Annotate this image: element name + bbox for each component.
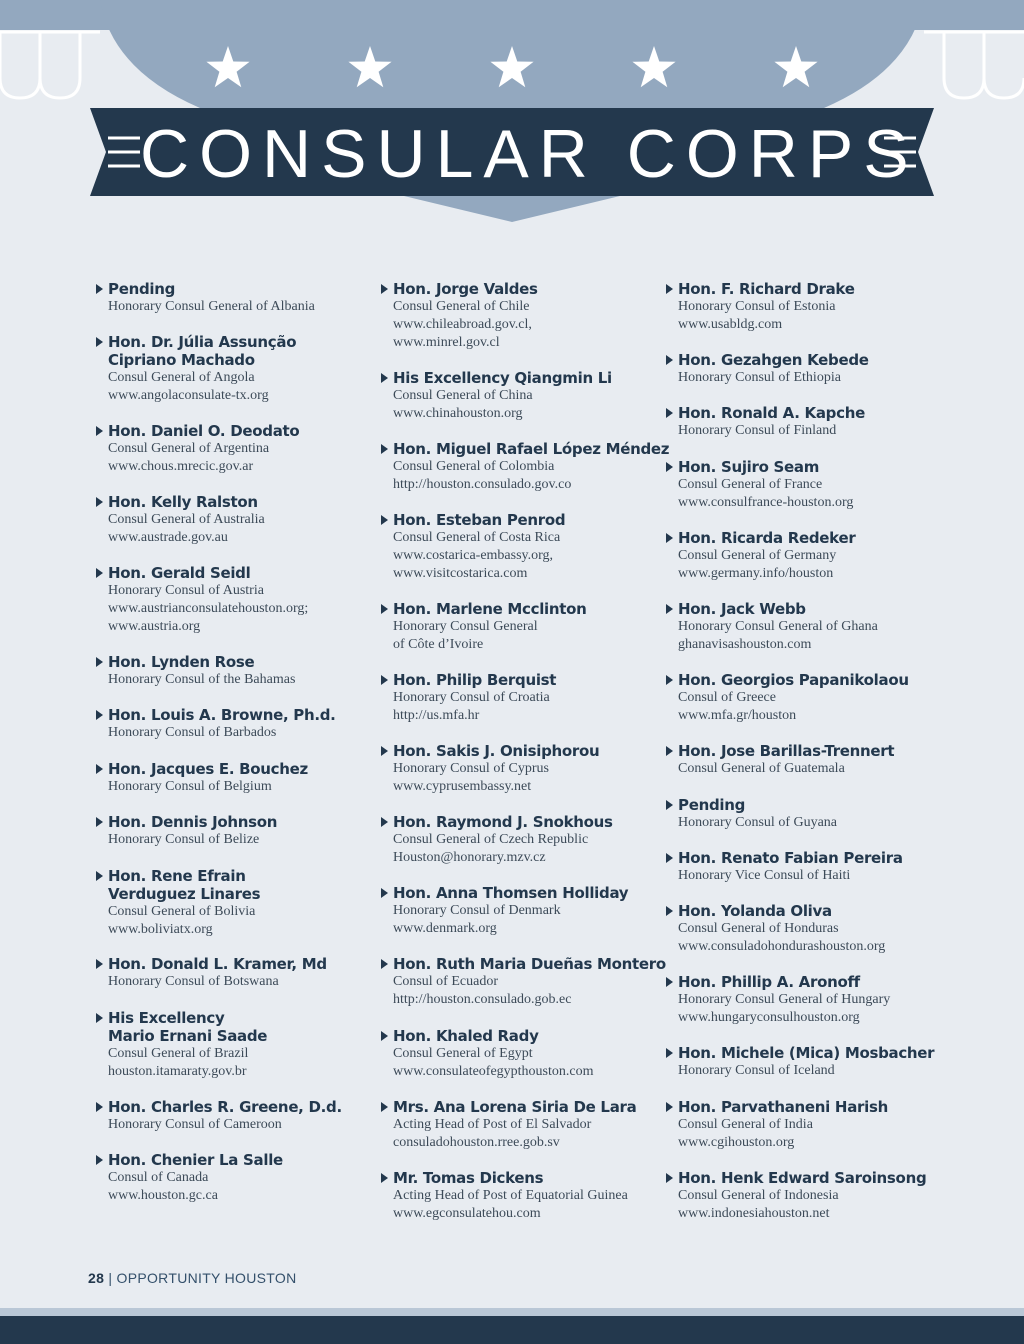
consul-name xyxy=(96,493,386,511)
directory-entry xyxy=(666,796,956,832)
directory-entry xyxy=(96,1098,386,1134)
dome-bottom xyxy=(404,196,620,222)
directory-entry xyxy=(666,902,956,956)
triangle-arrow-icon xyxy=(381,675,388,685)
consul-name-text: Hon. Marlene Mcclinton xyxy=(393,600,587,618)
consul-title: Honorary Consul of Finland xyxy=(678,423,837,438)
consul-title: Honorary Consul of Belize xyxy=(108,832,260,847)
triangle-arrow-icon xyxy=(96,871,103,881)
consul-name-text: His Excellency Qiangmin Li xyxy=(393,369,612,387)
consulate-website: www.chinahouston.org xyxy=(393,406,523,421)
consulate-website: www.consulfrance-houston.org xyxy=(678,495,854,510)
triangle-arrow-icon xyxy=(96,426,103,436)
directory-entry xyxy=(96,1151,386,1205)
consul-name xyxy=(96,333,386,369)
consul-name xyxy=(666,973,956,991)
consul-name xyxy=(381,600,671,618)
directory-entry xyxy=(381,813,671,867)
consul-name-text: Mrs. Ana Lorena Siria De Lara xyxy=(393,1098,637,1116)
directory-entry xyxy=(666,671,956,725)
consul-title: Honorary Consul of Guyana xyxy=(678,815,838,830)
consul-title: Consul General of France xyxy=(678,477,823,492)
consulate-website: www.indonesiahouston.net xyxy=(678,1206,830,1221)
triangle-arrow-icon xyxy=(96,284,103,294)
consul-name xyxy=(96,706,386,724)
directory-entry xyxy=(96,493,386,547)
consul-title: Honorary Consul of the Bahamas xyxy=(108,672,296,687)
consul-title: Consul of Canada xyxy=(108,1170,209,1185)
consulate-website: www.angolaconsulate-tx.org xyxy=(108,388,269,403)
consulate-website: www.hungaryconsulhouston.org xyxy=(678,1010,860,1025)
consul-title: Consul General of Costa Rica xyxy=(393,530,561,545)
consul-title: Consul General of Guatemala xyxy=(678,761,845,776)
consulate-website: www.egconsulatehou.com xyxy=(393,1206,541,1221)
consul-name-text: Hon. Khaled Rady xyxy=(393,1027,539,1045)
consul-name-text: Hon. Kelly Ralston xyxy=(108,493,258,511)
directory-entry xyxy=(381,440,671,494)
consul-title: Consul General of Australia xyxy=(108,512,265,527)
consul-name xyxy=(666,1098,956,1116)
directory-entry xyxy=(381,280,671,352)
consul-name xyxy=(381,280,671,298)
triangle-arrow-icon xyxy=(96,1155,103,1165)
consul-name-text: Hon. Chenier La Salle xyxy=(108,1151,283,1169)
consul-name xyxy=(381,369,671,387)
consul-name xyxy=(96,760,386,778)
consul-name-text: Hon. Ricarda Redeker xyxy=(678,529,856,547)
consul-name-text: Hon. Jorge Valdes xyxy=(393,280,538,298)
triangle-arrow-icon xyxy=(96,568,103,578)
consul-name-text: Pending xyxy=(108,280,176,298)
triangle-arrow-icon xyxy=(666,977,673,987)
directory-entry xyxy=(666,458,956,512)
directory-entry xyxy=(381,955,671,1009)
consul-name-text: Hon. Louis A. Browne, Ph.d. xyxy=(108,706,336,724)
consulate-website: www.boliviatx.org xyxy=(108,922,213,937)
consul-name xyxy=(381,440,671,458)
consul-name xyxy=(381,884,671,902)
consulate-website: consuladohouston.rree.gob.sv xyxy=(393,1135,560,1150)
consulate-website: http://houston.consulado.gob.ec xyxy=(393,992,572,1007)
directory-entry xyxy=(381,369,671,423)
page-footer xyxy=(88,1270,296,1286)
consulate-website: www.chous.mrecic.gov.ar xyxy=(108,459,254,474)
triangle-arrow-icon xyxy=(381,888,388,898)
consul-title: Consul General of Czech Republic xyxy=(393,832,589,847)
consul-title: Consul General of India xyxy=(678,1117,813,1132)
triangle-arrow-icon xyxy=(96,764,103,774)
consul-name xyxy=(96,422,386,440)
consul-name xyxy=(666,671,956,689)
consulate-website: www.mfa.gr/houston xyxy=(678,708,797,723)
consul-title: Consul General of Colombia xyxy=(393,459,555,474)
consul-name xyxy=(96,653,386,671)
directory-entry xyxy=(96,867,386,939)
consul-title: Honorary Consul of Estonia xyxy=(678,299,836,314)
consul-name xyxy=(666,351,956,369)
consul-name-text: Hon. Charles R. Greene, D.d. xyxy=(108,1098,342,1116)
triangle-arrow-icon xyxy=(381,817,388,827)
consul-name-text: Hon. Ronald A. Kapche xyxy=(678,404,865,422)
directory-entry xyxy=(666,849,956,885)
triangle-arrow-icon xyxy=(96,1102,103,1112)
consulate-website: ghanavisashouston.com xyxy=(678,637,812,652)
consul-name-text: Hon. F. Richard Drake xyxy=(678,280,855,298)
consul-name-text: Hon. Phillip A. Aronoff xyxy=(678,973,860,991)
triangle-arrow-icon xyxy=(666,800,673,810)
consulate-website: http://houston.consulado.gov.co xyxy=(393,477,572,492)
directory-entry xyxy=(96,955,386,991)
consul-title: Consul General of Argentina xyxy=(108,441,270,456)
consul-title: Acting Head of Post of El Salvador xyxy=(393,1117,592,1132)
consul-name xyxy=(381,742,671,760)
publication-name: OPPORTUNITY HOUSTON xyxy=(116,1270,297,1286)
triangle-arrow-icon xyxy=(381,1031,388,1041)
consul-name-text: Hon. Dr. Júlia Assunção Cipriano Machado xyxy=(108,333,297,369)
consul-name xyxy=(96,867,386,903)
directory-entry xyxy=(96,653,386,689)
directory-entry xyxy=(666,351,956,387)
consul-name xyxy=(96,280,386,298)
directory-entry xyxy=(96,564,386,636)
consulate-website: www.consuladohondurashouston.org xyxy=(678,939,886,954)
directory-entry xyxy=(666,1044,956,1080)
consul-name xyxy=(96,1151,386,1169)
consul-title: Consul General of Brazil xyxy=(108,1046,249,1061)
consul-name xyxy=(381,813,671,831)
directory-entry xyxy=(96,706,386,742)
consul-title: Consul of Ecuador xyxy=(393,974,498,989)
triangle-arrow-icon xyxy=(96,337,103,347)
consul-name xyxy=(381,1027,671,1045)
consul-name xyxy=(666,1169,956,1187)
directory-entry xyxy=(381,742,671,796)
triangle-arrow-icon xyxy=(666,533,673,543)
consul-name-text: Hon. Gerald Seidl xyxy=(108,564,251,582)
directory-entry xyxy=(96,333,386,405)
triangle-arrow-icon xyxy=(381,959,388,969)
consul-title: Consul of Greece xyxy=(678,690,776,705)
consul-title: Honorary Consul of Botswana xyxy=(108,974,279,989)
consul-title: Honorary Consul General of Ghana xyxy=(678,619,878,634)
triangle-arrow-icon xyxy=(666,408,673,418)
consul-name xyxy=(96,955,386,973)
consul-name xyxy=(666,600,956,618)
consul-name-text: Hon. Parvathaneni Harish xyxy=(678,1098,888,1116)
consul-name-text: His Excellency Mario Ernani Saade xyxy=(108,1009,268,1045)
directory-entry xyxy=(666,1169,956,1223)
consul-title: Consul General of Indonesia xyxy=(678,1188,839,1203)
triangle-arrow-icon xyxy=(666,746,673,756)
directory-entry xyxy=(381,600,671,654)
consul-name xyxy=(666,280,956,298)
consul-name xyxy=(381,955,671,973)
triangle-arrow-icon xyxy=(96,959,103,969)
consulate-website: houston.itamaraty.gov.br xyxy=(108,1064,247,1079)
consulate-website: www.consulateofegypthouston.com xyxy=(393,1064,594,1079)
consul-name xyxy=(96,1098,386,1116)
consulate-website: www.minrel.gov.cl xyxy=(393,335,500,350)
consul-name-text: Pending xyxy=(678,796,746,814)
consul-title: Honorary Vice Consul of Haiti xyxy=(678,868,851,883)
consulate-website: www.cgihouston.org xyxy=(678,1135,795,1150)
consul-name-text: Hon. Jack Webb xyxy=(678,600,806,618)
consul-name xyxy=(96,813,386,831)
bottom-stripe xyxy=(0,1308,1024,1316)
triangle-arrow-icon xyxy=(381,604,388,614)
consul-name xyxy=(381,671,671,689)
triangle-arrow-icon xyxy=(666,355,673,365)
triangle-arrow-icon xyxy=(381,373,388,383)
directory-entry xyxy=(96,1009,386,1081)
triangle-arrow-icon xyxy=(666,284,673,294)
consulate-website: Houston@honorary.mzv.cz xyxy=(393,850,546,865)
directory-entry xyxy=(666,973,956,1027)
directory-entry xyxy=(381,1027,671,1081)
consul-name-text: Hon. Miguel Rafael López Méndez xyxy=(393,440,670,458)
triangle-arrow-icon xyxy=(381,284,388,294)
triangle-arrow-icon xyxy=(96,497,103,507)
consul-name xyxy=(666,529,956,547)
consul-name xyxy=(381,1169,671,1187)
consul-name-text: Hon. Dennis Johnson xyxy=(108,813,278,831)
directory-entry xyxy=(666,404,956,440)
triangle-arrow-icon xyxy=(666,853,673,863)
directory-entry xyxy=(96,813,386,849)
consul-title: Honorary Consul of Denmark xyxy=(393,903,561,918)
directory-entry xyxy=(96,422,386,476)
directory-entry xyxy=(381,1169,671,1223)
directory-entry xyxy=(381,671,671,725)
consul-title: Honorary Consul General of Hungary xyxy=(678,992,891,1007)
consul-title: Honorary Consul General xyxy=(393,619,538,634)
directory-entry xyxy=(666,742,956,778)
triangle-arrow-icon xyxy=(666,1102,673,1112)
consul-title: of Côte d’Ivoire xyxy=(393,637,484,652)
triangle-arrow-icon xyxy=(666,1173,673,1183)
directory-entry xyxy=(96,280,386,316)
consul-name xyxy=(666,796,956,814)
consul-title: Consul General of Germany xyxy=(678,548,837,563)
consul-name-text: Hon. Donald L. Kramer, Md xyxy=(108,955,327,973)
consulate-website: www.houston.gc.ca xyxy=(108,1188,218,1203)
consul-title: Consul General of Angola xyxy=(108,370,255,385)
consul-name xyxy=(666,742,956,760)
triangle-arrow-icon xyxy=(96,1013,103,1023)
consul-title: Consul General of Honduras xyxy=(678,921,839,936)
consul-name xyxy=(666,458,956,476)
consul-title: Honorary Consul of Austria xyxy=(108,583,264,598)
page-title: CONSULAR CORPS xyxy=(140,116,919,192)
footer-separator: | xyxy=(108,1270,113,1286)
consul-name xyxy=(381,511,671,529)
consul-title: Consul General of Egypt xyxy=(393,1046,533,1061)
consulate-website: www.cyprusembassy.net xyxy=(393,779,532,794)
consul-name-text: Hon. Jacques E. Bouchez xyxy=(108,760,308,778)
triangle-arrow-icon xyxy=(381,515,388,525)
consul-name-text: Hon. Georgios Papanikolaou xyxy=(678,671,909,689)
consul-name-text: Hon. Philip Berquist xyxy=(393,671,557,689)
directory-entry xyxy=(381,511,671,583)
consul-name-text: Hon. Lynden Rose xyxy=(108,653,255,671)
consul-title: Honorary Consul of Barbados xyxy=(108,725,277,740)
consulate-website: www.austrade.gov.au xyxy=(108,530,228,545)
consul-name xyxy=(381,1098,671,1116)
consul-title: Honorary Consul of Ethiopia xyxy=(678,370,841,385)
consulate-website: www.visitcostarica.com xyxy=(393,566,528,581)
consul-name xyxy=(96,1009,386,1045)
consulate-website: http://us.mfa.hr xyxy=(393,708,480,723)
consul-name-text: Hon. Anna Thomsen Holliday xyxy=(393,884,629,902)
triangle-arrow-icon xyxy=(666,604,673,614)
page-number: 28 xyxy=(88,1270,105,1286)
consul-title: Consul General of China xyxy=(393,388,533,403)
triangle-arrow-icon xyxy=(381,746,388,756)
directory-entry xyxy=(96,760,386,796)
consul-name-text: Hon. Sujiro Seam xyxy=(678,458,820,476)
consul-name xyxy=(666,1044,956,1062)
consulate-website: www.usabldg.com xyxy=(678,317,783,332)
consulate-website: www.chileabroad.gov.cl, xyxy=(393,317,532,332)
consul-name-text: Hon. Jose Barillas-Trennert xyxy=(678,742,895,760)
bottom-band xyxy=(0,1316,1024,1344)
consul-name-text: Hon. Yolanda Oliva xyxy=(678,902,832,920)
consul-name-text: Hon. Esteban Penrod xyxy=(393,511,566,529)
directory-entry xyxy=(381,884,671,938)
consul-name xyxy=(666,902,956,920)
triangle-arrow-icon xyxy=(666,462,673,472)
consul-title: Honorary Consul of Croatia xyxy=(393,690,550,705)
consul-name-text: Hon. Henk Edward Saroinsong xyxy=(678,1169,927,1187)
consul-name xyxy=(666,404,956,422)
consulate-website: www.austrianconsulatehouston.org; xyxy=(108,601,309,616)
consul-name-text: Hon. Renato Fabian Pereira xyxy=(678,849,903,867)
triangle-arrow-icon xyxy=(96,817,103,827)
triangle-arrow-icon xyxy=(381,1173,388,1183)
triangle-arrow-icon xyxy=(381,1102,388,1112)
consul-name-text: Hon. Michele (Mica) Mosbacher xyxy=(678,1044,935,1062)
consul-name-text: Hon. Ruth Maria Dueñas Montero xyxy=(393,955,666,973)
consul-title: Consul General of Chile xyxy=(393,299,530,314)
consul-title: Honorary Consul General of Albania xyxy=(108,299,315,314)
consul-title: Honorary Consul of Cameroon xyxy=(108,1117,282,1132)
directory-entry xyxy=(666,529,956,583)
consul-title: Consul General of Bolivia xyxy=(108,904,256,919)
triangle-arrow-icon xyxy=(666,1048,673,1058)
triangle-arrow-icon xyxy=(666,675,673,685)
directory-entry xyxy=(666,600,956,654)
consul-name-text: Hon. Daniel O. Deodato xyxy=(108,422,300,440)
consul-title: Acting Head of Post of Equatorial Guinea xyxy=(393,1188,628,1203)
consulate-website: www.denmark.org xyxy=(393,921,497,936)
consulate-website: www.germany.info/houston xyxy=(678,566,834,581)
consul-name xyxy=(666,849,956,867)
consul-name-text: Hon. Gezahgen Kebede xyxy=(678,351,869,369)
triangle-arrow-icon xyxy=(96,657,103,667)
triangle-arrow-icon xyxy=(666,906,673,916)
consul-title: Honorary Consul of Cyprus xyxy=(393,761,549,776)
triangle-arrow-icon xyxy=(96,710,103,720)
directory-entry xyxy=(381,1098,671,1152)
directory-entry xyxy=(666,1098,956,1152)
triangle-arrow-icon xyxy=(381,444,388,454)
directory-entry xyxy=(666,280,956,334)
consulate-website: www.costarica-embassy.org, xyxy=(393,548,554,563)
consul-name-text: Hon. Raymond J. Snokhous xyxy=(393,813,613,831)
consul-title: Honorary Consul of Belgium xyxy=(108,779,272,794)
consul-name-text: Hon. Rene Efrain Verduguez Linares xyxy=(108,867,261,903)
consulate-website: www.austria.org xyxy=(108,619,201,634)
consul-name-text: Hon. Sakis J. Onisiphorou xyxy=(393,742,600,760)
consul-title: Honorary Consul of Iceland xyxy=(678,1063,835,1078)
consul-name xyxy=(96,564,386,582)
consul-name-text: Mr. Tomas Dickens xyxy=(393,1169,544,1187)
